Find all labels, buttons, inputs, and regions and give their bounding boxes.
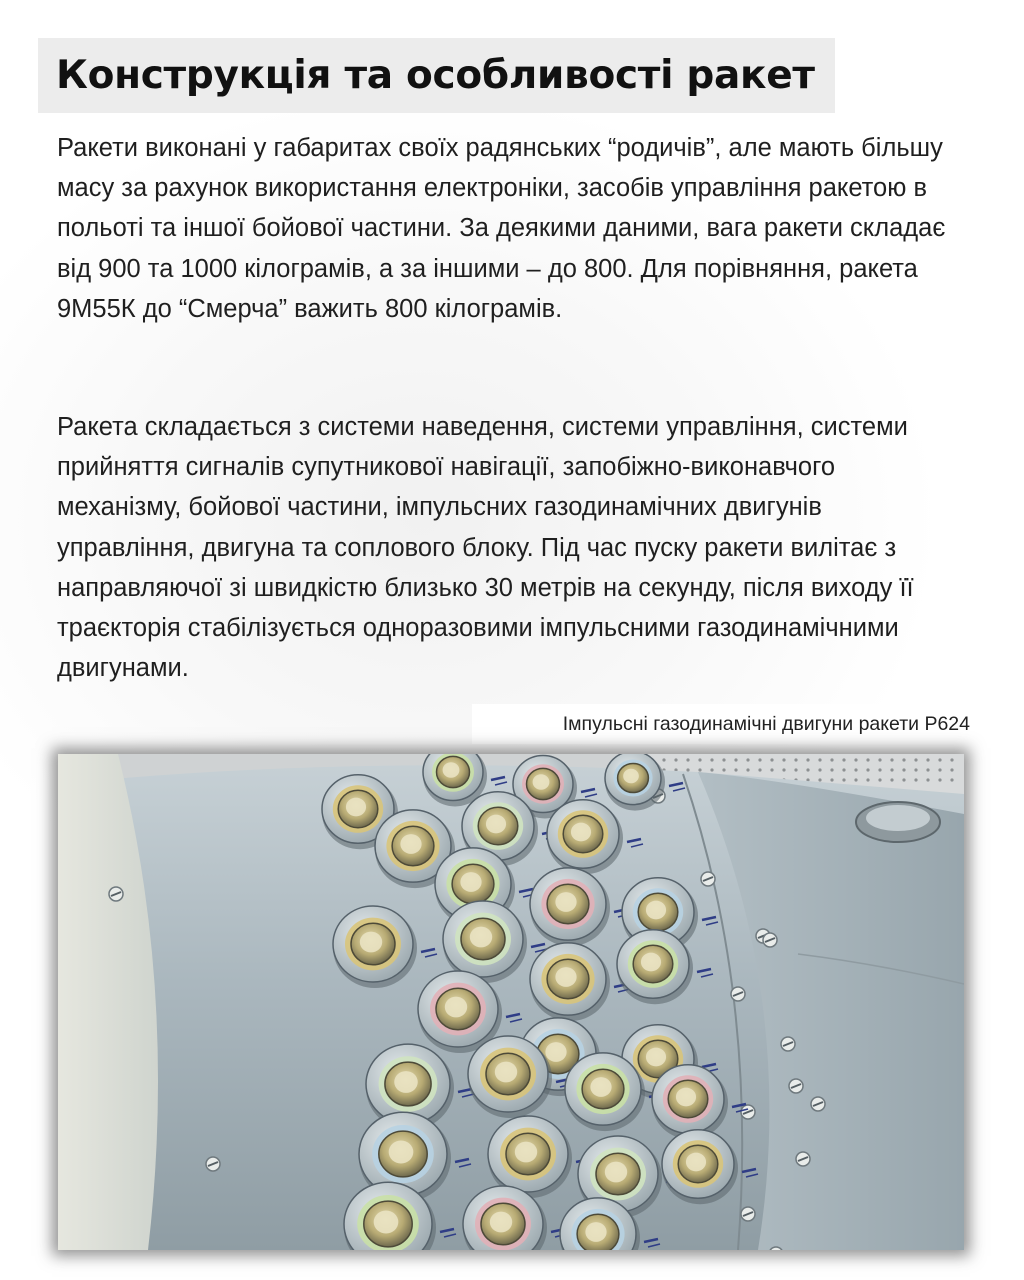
screw-icon [701,872,715,886]
screw-icon [741,1207,755,1221]
title-banner [38,38,835,113]
screw-icon [763,933,777,947]
screw-icon [789,1079,803,1093]
paragraph-composition: Ракета складається з системи наведення, системи управління, системи прийняття сигналів супутникової навігації, запобіжно-виконавчого механізму, бойової частини, імпульсних газодинамічних двигунів управління, двигуна та соплового блоку. Під час пуску ракети вилітає з направляючої зі швидкістю близько 30 метрів на секунду, після виходу її траєкторія стабілізується одноразовими імпульсними газодинамічними двигунами. [57,413,914,683]
screw-icon [811,1097,825,1111]
page-title: Конструкція та особливості ракет [56,53,815,98]
rocket-thrusters-photo [58,754,964,1250]
top-fitting [856,802,940,842]
photo-caption-box [472,704,980,744]
screw-icon [781,1037,795,1051]
screw-icon [741,1105,755,1119]
screw-icon [206,1157,220,1171]
photo-illustration [58,754,964,1250]
paragraph-design: Ракети виконані у габаритах своїх радянських “родичів”, але мають більшу масу за рахунок використання електроніки, засобів управління ракетою в польоті та іншої бойової частини. За деякими даними, вага ракети складає від 900 та 1000 кілограмів, а за іншими – до 800. Для порівняння, ракета 9М55К до “Смерча” важить 800 кілограмів. [57,134,946,323]
screw-icon [796,1152,810,1166]
screw-icon [109,887,123,901]
screw-icon [731,987,745,1001]
photo-caption: Імпульсні газодинамічні двигуни ракети Р624 [562,713,970,735]
